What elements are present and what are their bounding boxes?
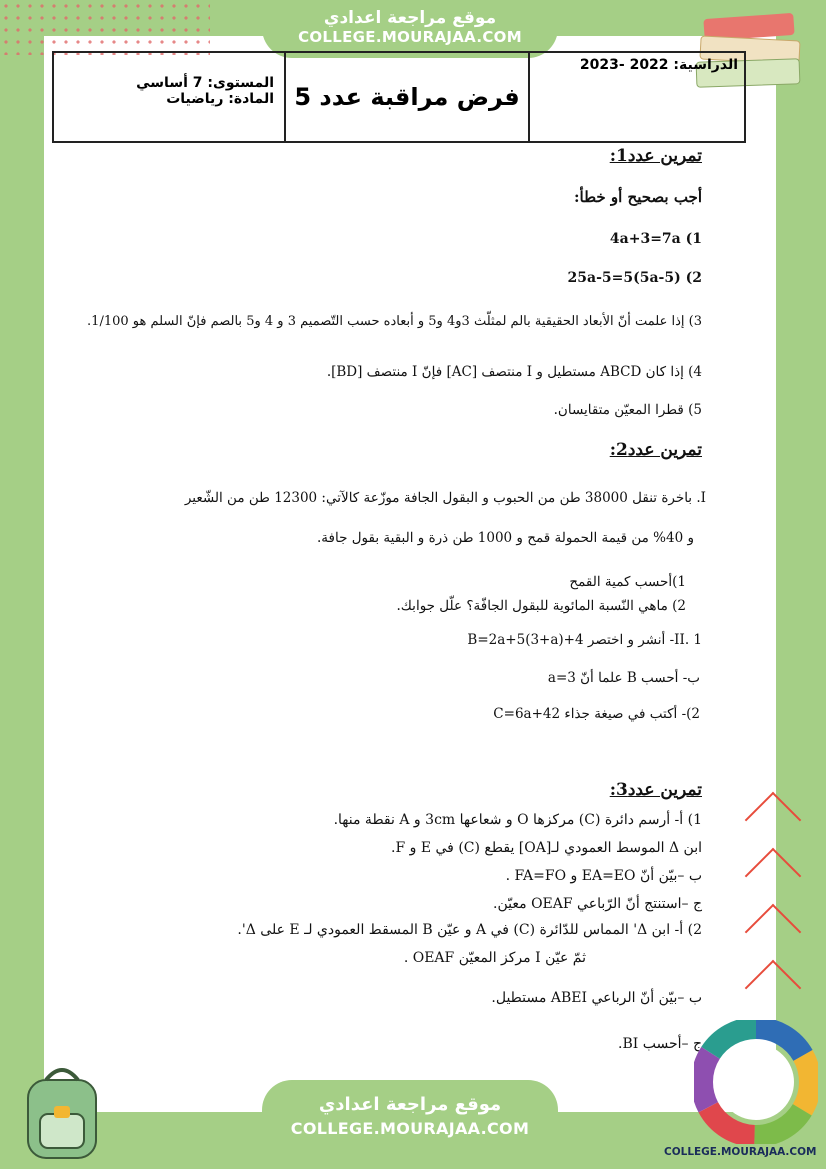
bottom-banner-url[interactable]: COLLEGE.MOURAJAA.COM: [290, 1119, 530, 1138]
ex1-q1: 1) 4a+3=7a: [609, 231, 702, 247]
ex2-q4: ب- أحسب B علما أنّ a=3: [547, 670, 700, 686]
ex1-instruction: أجب بصحيح أو خطأ:: [573, 188, 702, 206]
header-table: [52, 51, 746, 143]
subject-label: المادة: رياضيات: [166, 91, 274, 107]
ex2-q1: 1)أحسب كمية القمح: [569, 574, 686, 590]
header-level-subject: [54, 53, 284, 141]
level-label: المستوى: 7 أساسي: [136, 75, 274, 91]
ex2-q2: 2) ماهي النّسبة المائوية للبقول الجافّة؟ علّل جوابك.: [396, 598, 686, 614]
ex1-q4: 4) إذا كان ABCD مستطيل و I منتصف [AC] فإنّ I منتصف [BD].: [326, 364, 702, 380]
ex3-line3: ب –بيّن أنّ EA=EO و FA=FO .: [505, 868, 702, 884]
ex3-line6: ثمّ عيّن I مركز المعيّن OEAF .: [403, 950, 586, 966]
ex3-line4: ج –استنتج أنّ الرّباعي OEAF معيّن.: [493, 896, 702, 912]
ex3-line5: 2) أ- ابن Δ' المماس للدّائرة (C) في A و عيّن B المسقط العمودي لـ E على Δ'.: [237, 922, 702, 938]
ex1-q2: 2) 25a-5=5(5a-5): [567, 270, 702, 286]
ex3-line7: ب –بيّن أنّ الرباعي ABEI مستطيل.: [491, 990, 702, 1006]
ex2-line2: و 40% من قيمة الحمولة قمح و 1000 طن ذرة و البقية بقول جافة.: [317, 530, 694, 546]
ex3-line2: ابن Δ الموسط العمودي لـ[OA] يقطع (C) في E و F.: [390, 840, 702, 856]
site-logo-icon[interactable]: [694, 1020, 818, 1144]
bottom-banner-arabic: موقع مراجعة اعدادي: [318, 1094, 502, 1115]
bottom-banner[interactable]: [262, 1080, 558, 1169]
decorative-dots: [0, 0, 210, 55]
ex2-line1: I. باخرة تنقل 38000 طن من الحبوب و البقول الجافة موزّعة كالآتي: 12300 طن من الشّعير: [184, 490, 706, 506]
ex1-q3: 3) إذا علمت أنّ الأبعاد الحقيقية بالم لمثلّث 3و4 و5 و أبعاده حسب التّصميم 3 و 4 و5 بالصم فإنّ السلم هو 1/100.: [87, 314, 702, 329]
backpack-icon: [14, 1058, 110, 1162]
top-banner[interactable]: [262, 0, 558, 58]
ex2-q3: II. 1- أنشر و اختصر B=2a+5(3+a)+4: [467, 632, 702, 648]
ex2-title: تمرين عدد2:: [609, 440, 702, 460]
ex1-title: تمرين عدد1:: [609, 146, 702, 166]
top-banner-url[interactable]: COLLEGE.MOURAJAA.COM: [298, 28, 522, 46]
top-banner-arabic: موقع مراجعة اعدادي: [323, 8, 497, 28]
ex3-line1: 1) أ- أرسم دائرة (C) مركزها O و شعاعها 3cm و A نقطة منها.: [333, 812, 702, 828]
school-year: الدراسية: 2022 -2023: [528, 53, 744, 141]
ex3-line8: ج –أحسب BI.: [618, 1036, 702, 1052]
logo-caption: COLLEGE.MOURAJAA.COM: [664, 1146, 817, 1158]
ex1-q5: 5) قطرا المعيّن متقايسان.: [553, 402, 702, 418]
ex3-title: تمرين عدد3:: [609, 780, 702, 800]
ex2-q5: 2)- أكتب في صيغة جذاء C=6a+42: [493, 706, 700, 722]
exam-title: فرض مراقبة عدد 5: [284, 53, 528, 141]
